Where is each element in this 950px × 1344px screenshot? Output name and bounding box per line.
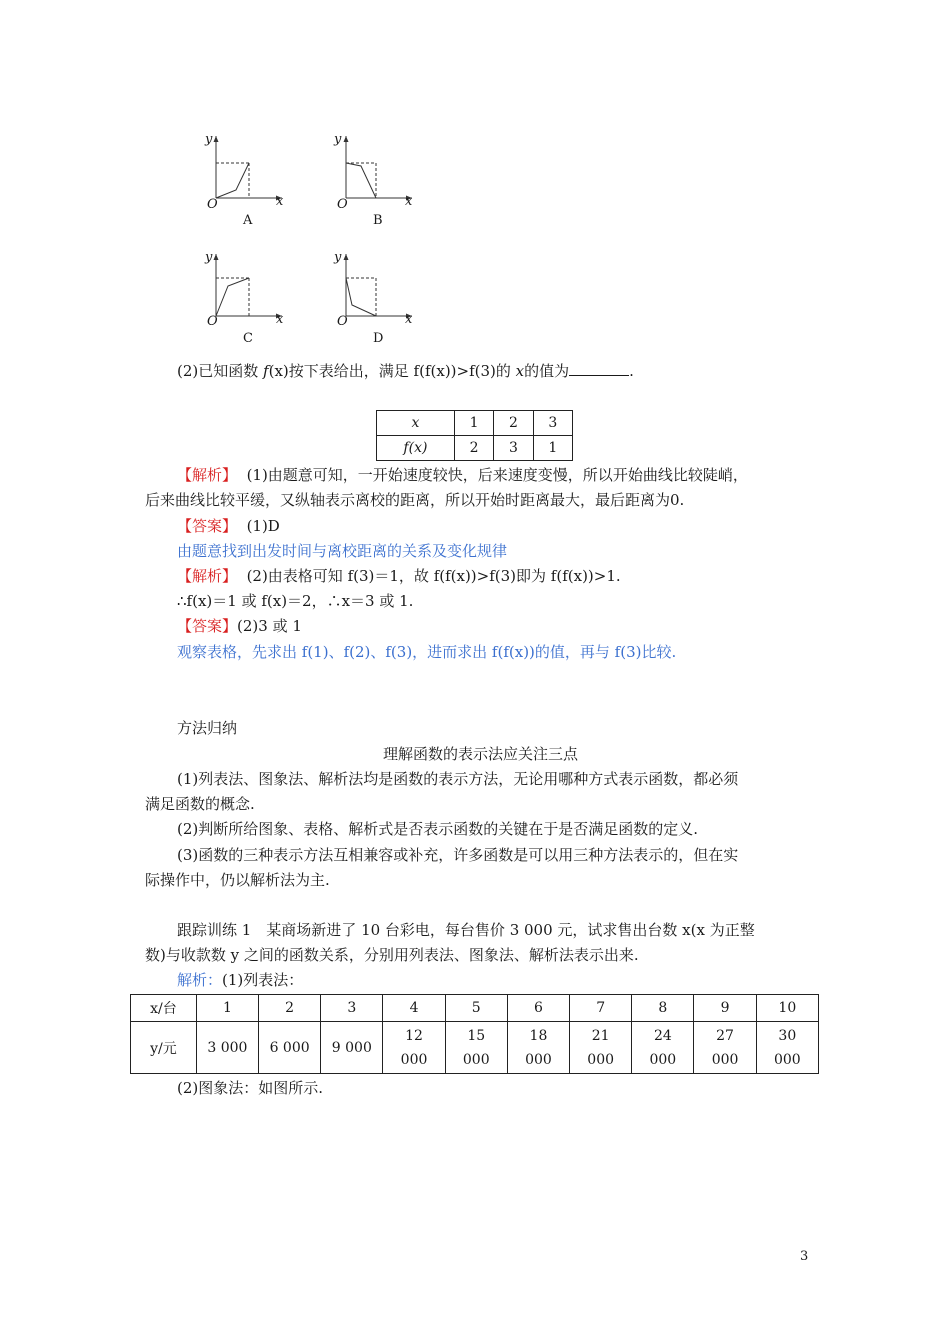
axis-y-d: y [334, 250, 342, 265]
axis-y-b: y [334, 132, 342, 147]
sales-table: x/台 1 2 3 4 5 6 7 8 9 10 y/元 3 000 6 000 9 000 12 000 15 000 18 000 21 000 24 000 27 000 30 000 [130, 994, 819, 1074]
practice-line1: 跟踪训练 1 某商场新进了 10 台彩电，每台售价 3 000 元，试求售出台数 x(x 为正整 [177, 921, 755, 939]
method-point-3b: 际操作中，仍以解析法为主. [145, 871, 330, 889]
axis-x-b: x [405, 194, 413, 209]
hint-2: 观察表格，先求出 f(1)、f(2)、f(3)，进而求出 f(f(x))的值，再与 f(3)比较. [177, 643, 677, 661]
method-heading: 方法归纳 [177, 719, 238, 737]
axis-y-a: y [205, 132, 213, 147]
answer-tag-2: 【答案】 [177, 617, 238, 635]
function-table: x 1 2 3 f(x) 2 3 1 [376, 410, 573, 461]
analysis-2: 【解析】 (2)由表格可知 f(3)＝1，故 f(f(x))>f(3)即为 f(f(x))>1. [177, 567, 621, 585]
practice-analysis: 解析：(1)列表法： [177, 971, 304, 989]
axis-y-c: y [205, 250, 213, 265]
method-point-1b: 满足函数的概念. [145, 795, 255, 813]
practice-line2: 数)与收款数 y 之间的函数关系，分别用列表法、图象法、解析法表示出来. [145, 946, 639, 964]
origin-a: O [207, 197, 218, 212]
graph-label-b: B [373, 213, 383, 228]
axis-x-a: x [276, 194, 284, 209]
answer-1: 【答案】 (1)D [177, 517, 280, 535]
graph-method: (2)图象法：如图所示. [177, 1079, 324, 1097]
method-point-2: (2)判断所给图象、表格、解析式是否表示函数的关键在于是否满足函数的定义. [177, 820, 699, 838]
practice-analysis-tag: 解析： [177, 971, 223, 989]
graph-label-d: D [373, 331, 384, 346]
answer-blank [569, 361, 629, 376]
analysis-tag-2: 【解析】 [177, 567, 238, 585]
method-point-1a: (1)列表法、图象法、解析法均是函数的表示方法，无论用哪种方式表示函数，都必须 [177, 770, 739, 788]
method-point-3a: (3)函数的三种表示方法互相兼容或补充，许多函数是可以用三种方法表示的，但在实 [177, 846, 739, 864]
axis-x-d: x [405, 312, 413, 327]
page-number: 3 [800, 1249, 809, 1264]
analysis-2-line2: ∴f(x)＝1 或 f(x)＝2，∴x＝3 或 1. [177, 592, 414, 610]
analysis-1-line1: 【解析】 (1)由题意可知，一开始速度较快，后来速度变慢，所以开始曲线比较陡峭， [177, 466, 748, 484]
axis-x-c: x [276, 312, 284, 327]
question-2: (2)已知函数 f(x)按下表给出，满足 f(f(x))>f(3)的 x的值为 . [177, 362, 634, 380]
answer-2: 【答案】(2)3 或 1 [177, 617, 302, 635]
origin-b: O [337, 197, 348, 212]
graph-label-a: A [243, 213, 253, 228]
analysis-tag: 【解析】 [177, 466, 238, 484]
origin-d: O [337, 314, 348, 329]
answer-tag: 【答案】 [177, 517, 238, 535]
analysis-1-line2: 后来曲线比较平缓，又纵轴表示离校的距离，所以开始时距离最大，最后距离为0. [145, 491, 685, 509]
method-title: 理解函数的表示法应关注三点 [383, 745, 579, 763]
origin-c: O [207, 314, 218, 329]
graph-label-c: C [243, 331, 253, 346]
hint-1: 由题意找到出发时间与离校距离的关系及变化规律 [177, 542, 508, 560]
